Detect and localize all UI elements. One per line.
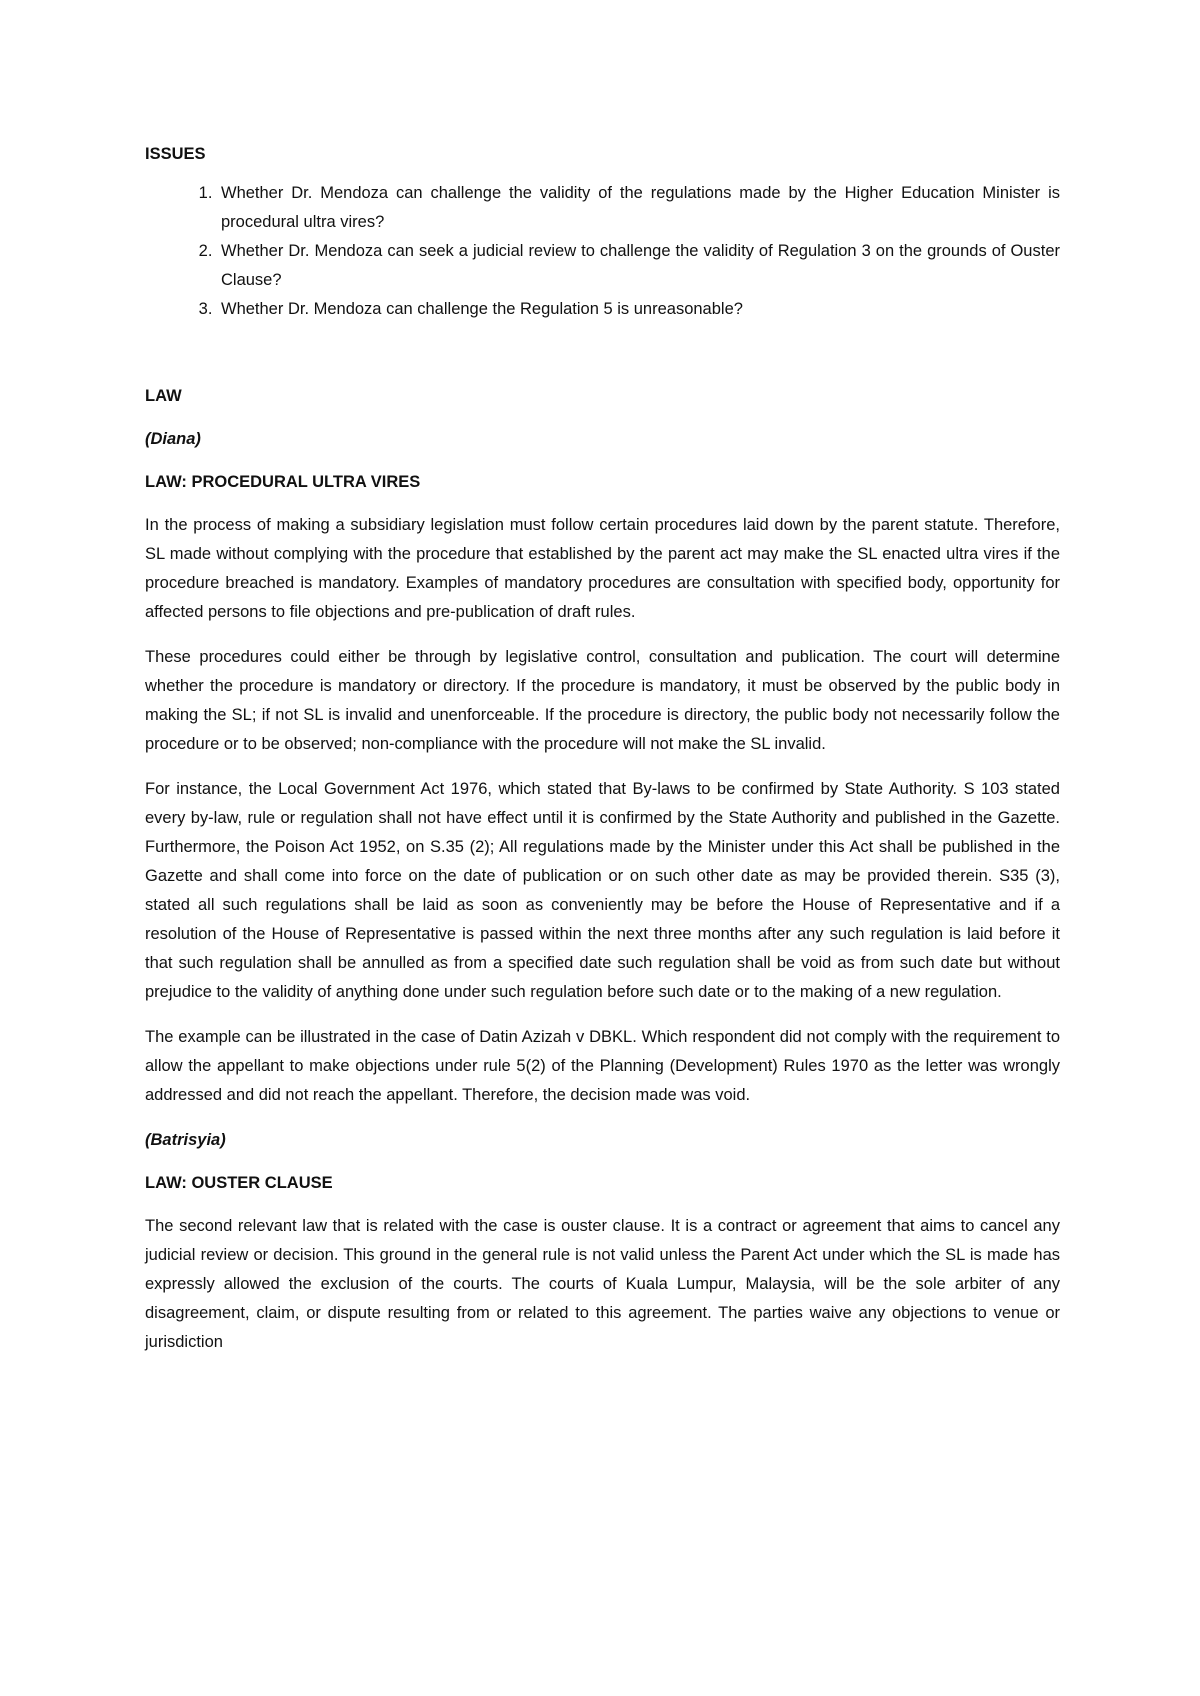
paragraph: For instance, the Local Government Act 1976, which stated that By-laws to be confirmed by State Authority. S 103 stated every by-law, rule or regulation shall not have effect until it is confirmed by the State Authority and published in the Gazette. Furthermore, the Poison Act 1952, on S.35 (2); All regulations made by the Minister under this Act shall be published in the Gazette and shall come into force on the date of publication or on such other date as may be provided therein. S35 (3), stated all such regulations shall be laid as soon as conveniently may be before the House of Representative and if a resolution of the House of Representative is passed within the next three months after any such regulation is laid before it that such regulation shall be annulled as from a specified date such regulation shall be void as from such date but without prejudice to the validity of anything done under such regulation before such date or to the making of a new regulation. [145, 780, 1060, 1001]
law-heading: LAW [145, 387, 182, 405]
procedural-ultra-vires-heading: LAW: PROCEDURAL ULTRA VIRES [145, 473, 421, 491]
issue-item: 1. Whether Dr. Mendoza can challenge the validity of the regulations made by the Higher Education Minister is procedural ultra vires? [217, 179, 1060, 237]
author-batrisyia: (Batrisyia) [145, 1131, 226, 1149]
author-diana: (Diana) [145, 430, 201, 448]
issues-list [145, 179, 1060, 324]
paragraph: These procedures could either be through by legislative control, consultation and publication. The court will determine whether the procedure is mandatory or directory. If the procedure is mandatory, it must be observed by the public body in making the SL; if not SL is invalid and unenforceable. If the procedure is directory, the public body not necessarily follow the procedure or to be observed; non-compliance with the procedure will not make the SL invalid. [145, 648, 1060, 753]
paragraph: In the process of making a subsidiary legislation must follow certain procedures laid down by the parent statute. Therefore, SL made without complying with the procedure that established by the parent act may make the SL enacted ultra vires if the procedure breached is mandatory. Examples of mandatory procedures are consultation with specified body, opportunity for affected persons to file objections and pre-publication of draft rules. [145, 516, 1060, 621]
paragraph: The example can be illustrated in the case of Datin Azizah v DBKL. Which respondent did not comply with the requirement to allow the appellant to make objections under rule 5(2) of the Planning (Development) Rules 1970 as the letter was wrongly addressed and did not reach the appellant. Therefore, the decision made was void. [145, 1028, 1060, 1104]
issue-item: 2. Whether Dr. Mendoza can seek a judicial review to challenge the validity of Regulation 3 on the grounds of Ouster Clause? [217, 237, 1060, 295]
ouster-clause-heading: LAW: OUSTER CLAUSE [145, 1174, 333, 1192]
document-page [145, 140, 1060, 1373]
paragraph: The second relevant law that is related with the case is ouster clause. It is a contract or agreement that aims to cancel any judicial review or decision. This ground in the general rule is not valid unless the Parent Act under which the SL is made has expressly allowed the exclusion of the courts. The courts of Kuala Lumpur, Malaysia, will be the sole arbiter of any disagreement, claim, or dispute resulting from or related to this agreement. The parties waive any objections to venue or jurisdiction [145, 1217, 1060, 1351]
issues-heading: ISSUES [145, 145, 206, 163]
issue-item: 3. Whether Dr. Mendoza can challenge the Regulation 5 is unreasonable? [217, 295, 1060, 324]
